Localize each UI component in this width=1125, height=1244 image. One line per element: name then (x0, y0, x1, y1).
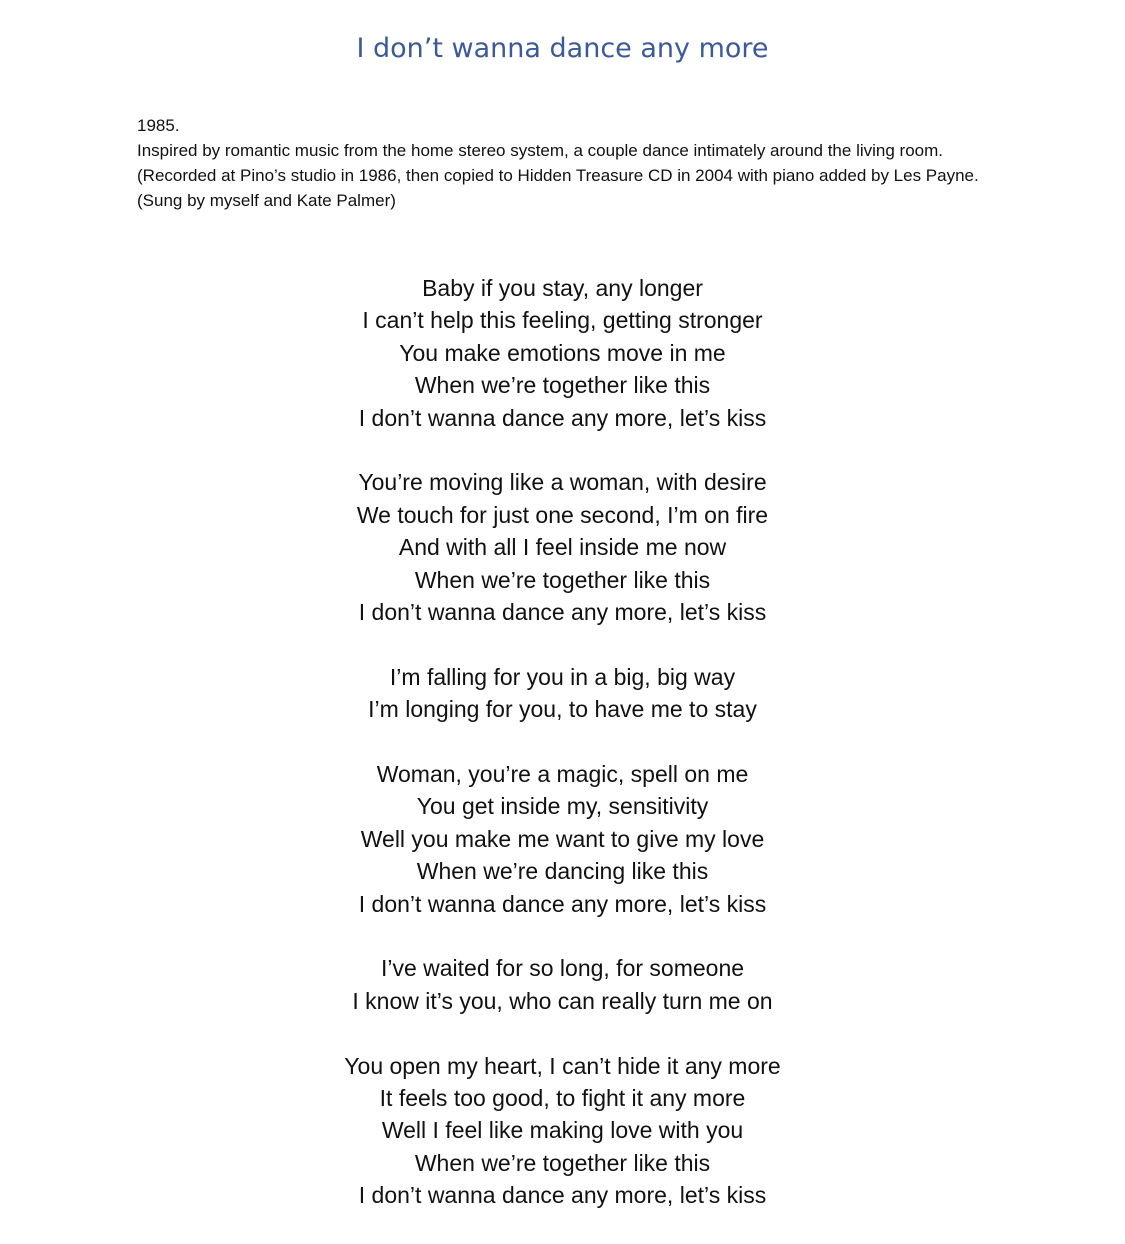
lyric-line: You get inside my, sensitivity (416, 793, 709, 820)
lyric-line: I know it’s you, who can really turn me on (352, 987, 773, 1014)
lyric-line: And with all I feel inside me now (398, 534, 727, 561)
lyric-line: You make emotions move in me (399, 339, 726, 366)
lyric-line: Baby if you stay, any longer (422, 275, 703, 301)
lyric-line: I don’t wanna dance any more, let’s kiss (358, 1182, 767, 1209)
document-title: I don’t wanna dance any more (356, 33, 769, 64)
lyric-line: When we’re together like this (414, 566, 711, 593)
lyrics-block (0, 272, 1125, 1244)
stanza-4 (0, 758, 1125, 920)
lyric-line: Well I feel like making love with you (381, 1117, 744, 1144)
lyric-line: I can’t help this feeling, getting stronger (362, 307, 763, 334)
lyric-line: It feels too good, to fight it any more (379, 1085, 746, 1112)
lyric-line: I don’t wanna dance any more, let’s kiss (358, 599, 767, 626)
intro-block (137, 113, 997, 213)
lyric-line: I don’t wanna dance any more, let’s kiss (358, 890, 767, 917)
lyric-line: I’m longing for you, to have me to stay (368, 696, 757, 723)
lyric-line: Woman, you’re a magic, spell on me (376, 761, 749, 788)
stanza-1 (0, 272, 1125, 434)
stanza-5 (0, 952, 1125, 1017)
stanza-2 (0, 466, 1125, 628)
intro-year: 1985. (137, 116, 180, 135)
stanza-3 (0, 661, 1125, 726)
lyric-line: When we’re together like this (414, 372, 711, 399)
lyric-line: When we’re dancing like this (416, 858, 709, 885)
intro-recording-note: (Recorded at Pino’s studio in 1986, then copied to Hidden Treasure CD in 2004 with piano added by Les Payne. (Sung by myself and Kate Palmer) (137, 166, 979, 210)
stanza-6 (0, 1050, 1125, 1212)
lyric-line: When we’re together like this (414, 1149, 711, 1176)
lyric-line: I’ve waited for so long, for someone (380, 955, 745, 982)
lyric-line: I don’t wanna dance any more, let’s kiss (358, 404, 767, 431)
lyric-line: I’m falling for you in a big, big way (389, 663, 736, 690)
lyric-line: We touch for just one second, I’m on fire (356, 501, 769, 528)
lyric-line: You’re moving like a woman, with desire (358, 469, 767, 496)
lyric-line: You open my heart, I can’t hide it any more (344, 1052, 781, 1079)
intro-description: Inspired by romantic music from the home stereo system, a couple dance intimately around the living room. (137, 141, 943, 160)
lyric-line: Well you make me want to give my love (360, 825, 765, 852)
